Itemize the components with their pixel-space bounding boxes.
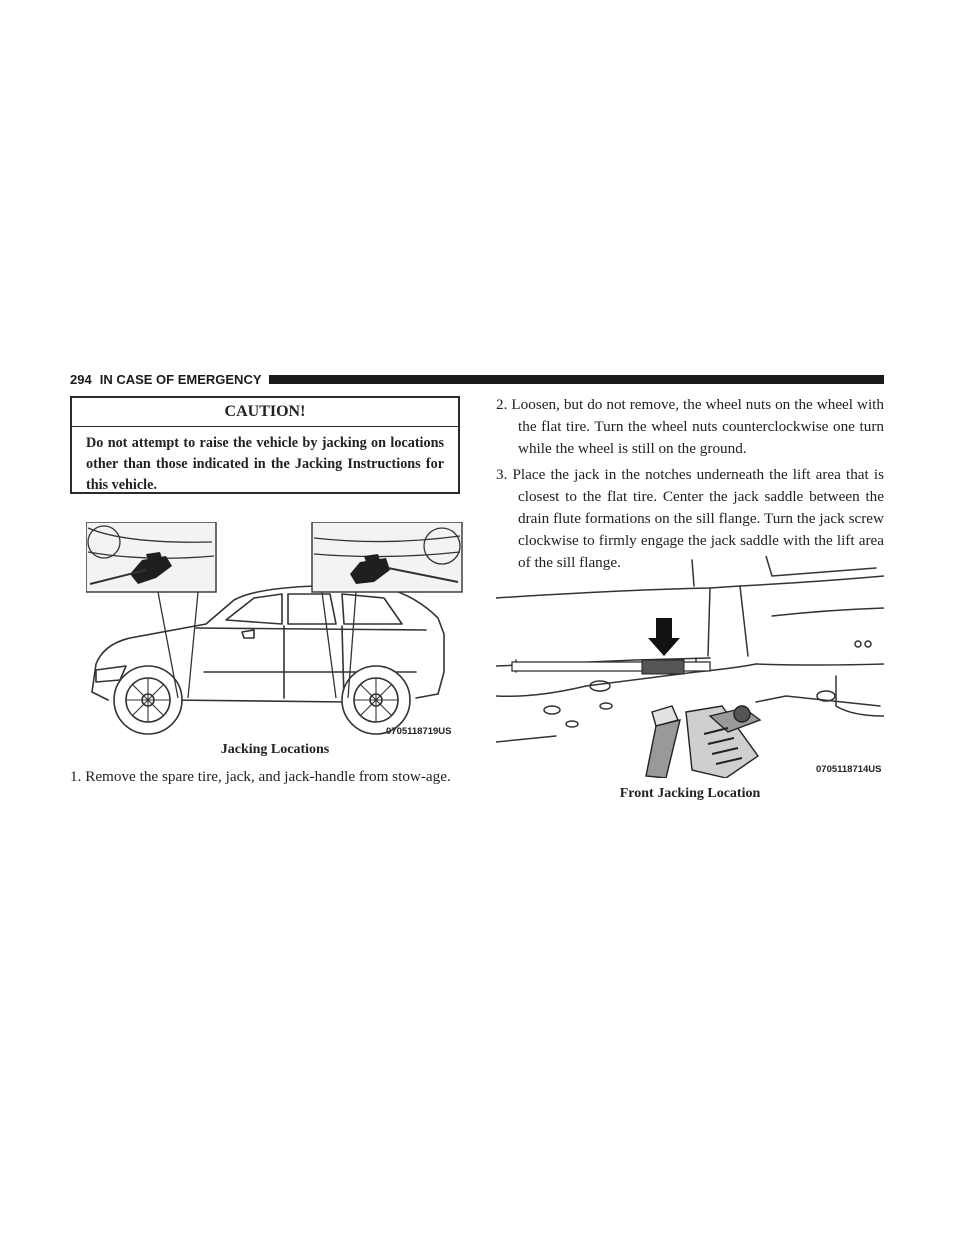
jacking-locations-illustration (86, 522, 464, 740)
step-1 (70, 766, 462, 788)
figure2-caption: Front Jacking Location (619, 786, 761, 801)
caution-title: CAUTION! (72, 398, 458, 427)
caution-text: Do not attempt to raise the vehicle by jacking on locations other than those indicated in the Jacking Instructions for this vehicle. (86, 435, 444, 493)
figure1-code: 0705118719US (386, 726, 452, 737)
step-1-text: 1. Remove the spare tire, jack, and jack-handle from stow-age. (70, 768, 451, 785)
step-3-text: 3. Place the jack in the notches underneath the lift area that is closest to the flat tire. Center the jack saddle between the drain flute formations on the sill flange. Turn the jack screw clockwise to firmly engage the jack saddle with the lift area of the sill flange. (496, 466, 884, 571)
caution-box (70, 396, 460, 494)
front-jacking-illustration (496, 556, 884, 778)
page-number: 294 (70, 371, 92, 387)
figure1-caption: Jacking Locations (220, 742, 330, 757)
header-rule (269, 375, 885, 384)
section-title: IN CASE OF EMERGENCY (99, 371, 262, 387)
figure2-code: 0705118714US (816, 764, 882, 775)
page-header (70, 368, 884, 390)
step-2-text: 2. Loosen, but do not remove, the wheel nuts on the wheel with the flat tire. Turn the wheel nuts counterclockwise one turn while the wheel is still on the ground. (496, 396, 884, 457)
step-2 (496, 394, 884, 460)
